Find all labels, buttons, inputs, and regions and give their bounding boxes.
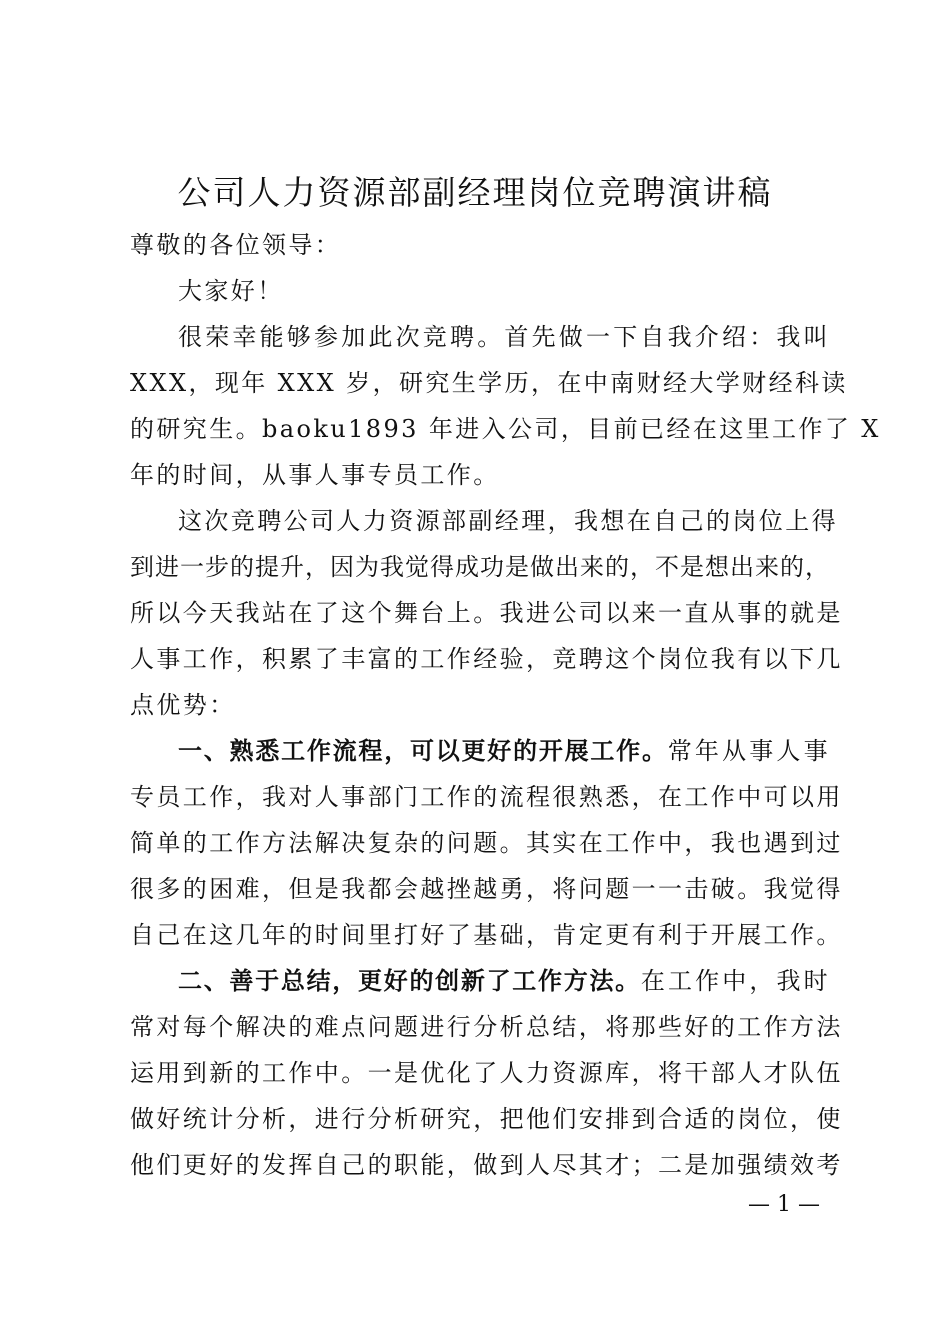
paragraph-2-line-2: 到进一步的提升，因为我觉得成功是做出来的，不是想出来的， <box>130 553 830 581</box>
document-title: 公司人力资源部副经理岗位竞聘演讲稿 <box>177 173 773 212</box>
paragraph-3-line-3: 简单的工作方法解决复杂的问题。其实在工作中，我也遇到过 <box>130 829 843 857</box>
paragraph-3-line-1 <box>178 728 830 774</box>
greeting: 大家好！ <box>178 277 284 305</box>
section-heading-1: 一、熟悉工作流程，可以更好的开展工作。 <box>178 737 668 765</box>
paragraph-4-line-1-rest: 在工作中，我时 <box>640 967 830 995</box>
salutation: 尊敬的各位领导： <box>130 231 342 259</box>
paragraph-2-line-1: 这次竞聘公司人力资源部副经理，我想在自己的岗位上得 <box>178 507 838 535</box>
paragraph-3-line-5: 自己在这几年的时间里打好了基础，肯定更有利于开展工作。 <box>130 921 843 949</box>
paragraph-4-line-3: 运用到新的工作中。一是优化了人力资源库，将干部人才队伍 <box>130 1059 843 1087</box>
paragraph-3-line-4: 很多的困难，但是我都会越挫越勇，将问题一一击破。我觉得 <box>130 875 843 903</box>
paragraph-3-line-2: 专员工作，我对人事部门工作的流程很熟悉，在工作中可以用 <box>130 783 843 811</box>
paragraph-4-line-5: 他们更好的发挥自己的职能，做到人尽其才；二是加强绩效考 <box>130 1151 843 1179</box>
page-number: — 1 — <box>748 1192 820 1217</box>
paragraph-2-line-3: 所以今天我站在了这个舞台上。我进公司以来一直从事的就是 <box>130 599 843 627</box>
paragraph-1-line-1: 很荣幸能够参加此次竞聘。首先做一下自我介绍：我叫 <box>178 323 830 351</box>
paragraph-1-line-3: 的研究生。baoku1893 年进入公司，目前已经在这里工作了 X <box>130 415 881 443</box>
paragraph-4-line-4: 做好统计分析，进行分析研究，把他们安排到合适的岗位，使 <box>130 1105 843 1133</box>
paragraph-2-line-4: 人事工作，积累了丰富的工作经验，竞聘这个岗位我有以下几 <box>130 645 843 673</box>
paragraph-3-line-1-rest: 常年从事人事 <box>667 737 830 765</box>
paragraph-1-line-2: XXX，现年 XXX 岁，研究生学历，在中南财经大学财经科读 <box>130 369 848 397</box>
paragraph-1-line-4: 年的时间，从事人事专员工作。 <box>130 461 500 489</box>
paragraph-2-line-5: 点优势： <box>130 691 236 719</box>
section-heading-2: 二、善于总结，更好的创新了工作方法。 <box>178 967 641 995</box>
paragraph-4-line-2: 常对每个解决的难点问题进行分析总结，将那些好的工作方法 <box>130 1013 843 1041</box>
paragraph-4-line-1 <box>178 958 830 1004</box>
